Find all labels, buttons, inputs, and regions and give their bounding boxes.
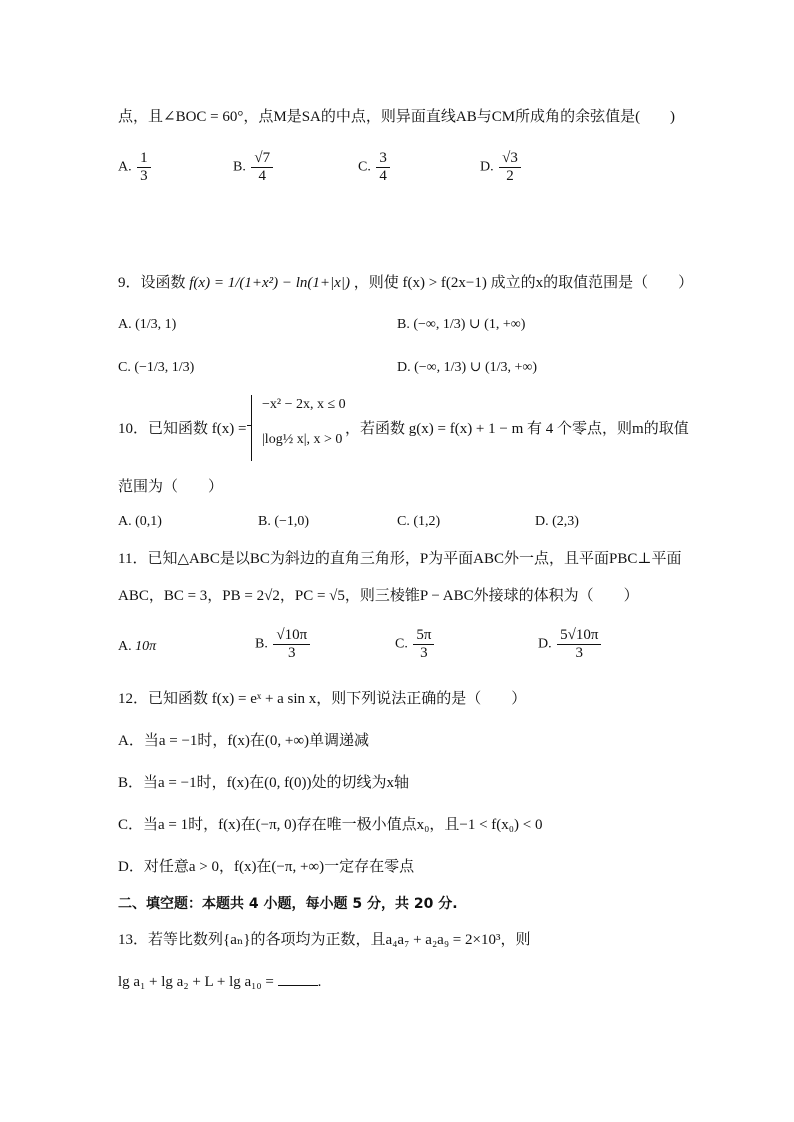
q10-option-c[interactable]: C. (1,2) xyxy=(397,514,441,529)
q9-stem: 9．设函数 f(x) = 1/(1+x²) − ln(1+|x|) ，则使 f(x) > f(2x−1) 成立的x的取值范围是（ ） xyxy=(118,275,694,291)
piecewise-brace xyxy=(251,395,260,461)
q11-line2: ABC，BC = 3，PB = 2√2，PC = √5，则三棱锥P − ABC外接球的体积为（ ） xyxy=(118,588,639,604)
q8-stem: 点，且∠BOC = 60°，点M是SA的中点，则异面直线AB与CM所成角的余弦值是( ) xyxy=(118,109,676,125)
q11-option-c[interactable]: C. $\frac{5\pi}{3}$ xyxy=(395,627,436,662)
q13-line1: 13．若等比数列{aₙ}的各项均为正数，且a₄a₇ + a₂a₉ = 2×10³，则 xyxy=(118,932,531,948)
q9-option-d[interactable]: D. (−∞, 1/3) ∪ (1/3, +∞) xyxy=(397,360,538,375)
q10-line2: 范围为（ ） xyxy=(118,479,224,495)
q10-piece-2: |log½ x|, x > 0 xyxy=(262,432,343,447)
q10-prefix: 10．已知函数 f(x) = xyxy=(118,421,247,437)
q10-option-d[interactable]: D. (2,3) xyxy=(535,514,579,529)
section-heading: 二、填空题：本题共 4 小题，每小题 5 分，共 20 分. xyxy=(118,896,458,912)
q12-stem: 12．已知函数 f(x) = eˣ + a sin x，则下列说法正确的是（ ） xyxy=(118,691,527,707)
q12-option-a[interactable]: A．当a = −1时，f(x)在(0, +∞)单调递减 xyxy=(118,733,370,749)
q12-option-c[interactable]: C．当a = 1时，f(x)在(−π, 0)存在唯一极小值点x₀，且−1 < f(x₀) < 0 xyxy=(118,817,543,833)
q10-option-a[interactable]: A. (0,1) xyxy=(118,514,162,529)
answer-blank[interactable] xyxy=(278,985,318,986)
q12-option-d[interactable]: D．对任意a > 0，f(x)在(−π, +∞)一定存在零点 xyxy=(118,859,415,875)
q8-option-b[interactable]: B. $\frac{√7}{4}$ xyxy=(233,150,275,185)
q11-option-b[interactable]: B. $\frac{√10\pi}{3}$ xyxy=(255,627,312,662)
q10-suffix: ，若函数 g(x) = f(x) + 1 − m 有 4 个零点，则m的取值 xyxy=(345,421,689,437)
q11-option-d[interactable]: D. $\frac{5√10\pi}{3}$ xyxy=(538,627,603,662)
q9-function: f(x) = 1/(1+x²) − ln(1+|x|) xyxy=(189,275,350,291)
q9-option-a[interactable]: A. (1/3, 1) xyxy=(118,317,177,332)
q9-option-b[interactable]: B. (−∞, 1/3) ∪ (1, +∞) xyxy=(397,317,526,332)
q12-option-b[interactable]: B．当a = −1时，f(x)在(0, f(0))处的切线为x轴 xyxy=(118,775,410,791)
q9-option-c[interactable]: C. (−1/3, 1/3) xyxy=(118,360,195,375)
q13-line2: lg a₁ + lg a₂ + L + lg a₁₀ = . xyxy=(118,974,322,990)
q8-option-d[interactable]: D. $\frac{√3}{2}$ xyxy=(480,150,523,185)
q8-option-a[interactable]: A. $\frac{1}{3}$ xyxy=(118,150,153,185)
q11-option-a[interactable]: A. 10π xyxy=(118,639,157,654)
q11-line1: 11．已知△ABC是以BC为斜边的直角三角形，P为平面ABC外一点，且平面PBC⊥平面 xyxy=(118,551,682,567)
q10-piece-1: −x² − 2x, x ≤ 0 xyxy=(262,397,346,412)
q10-option-b[interactable]: B. (−1,0) xyxy=(258,514,310,529)
q8-option-c[interactable]: C. $\frac{3}{4}$ xyxy=(358,150,392,185)
